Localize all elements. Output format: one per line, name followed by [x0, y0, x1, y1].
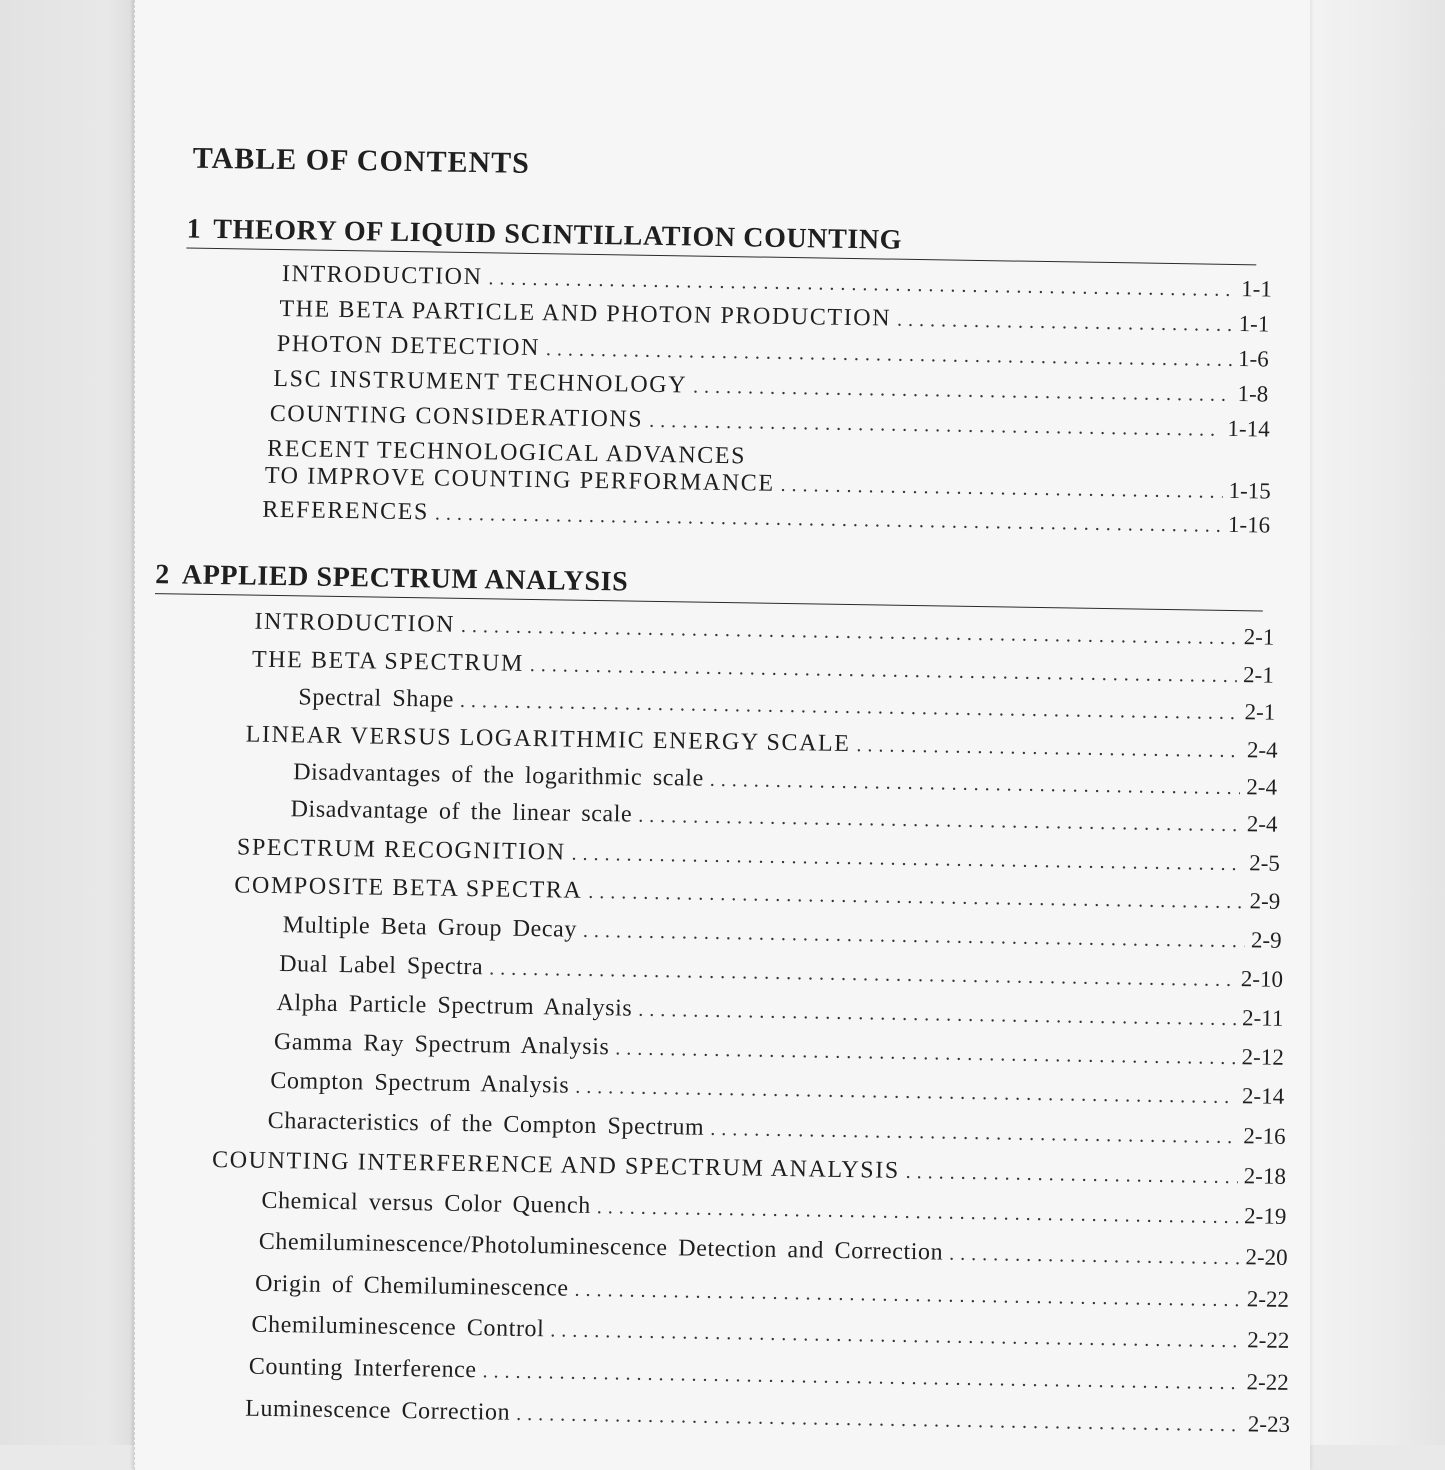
toc-entry-label: Characteristics of the Compton Spectrum: [267, 1107, 705, 1141]
toc-entry-page: 2-4: [1246, 811, 1278, 837]
toc-entry-page: 2-12: [1241, 1044, 1285, 1070]
toc-entry-label: INTRODUCTION: [281, 261, 483, 291]
dot-leader: [638, 999, 1236, 1031]
toc-entry-page: 2-5: [1249, 850, 1281, 876]
toc-entry-label: REFERENCES: [262, 496, 430, 526]
toc-subentry[interactable]: [279, 951, 1283, 994]
toc-entry-page: 1-14: [1227, 415, 1270, 442]
toc-entry-label: Disadvantage of the linear scale: [290, 796, 633, 828]
toc-entry-label: Origin of Chemiluminescence: [254, 1270, 569, 1302]
toc-entry[interactable]: [237, 834, 1280, 877]
chapter-title: APPLIED SPECTRUM ANALYSIS: [181, 559, 629, 598]
dot-leader: [597, 1196, 1239, 1229]
toc-subentry[interactable]: [245, 1396, 1290, 1439]
toc-entry-page: 2-22: [1247, 1327, 1290, 1353]
toc-subentry[interactable]: [298, 684, 1275, 726]
dot-leader: [550, 1319, 1241, 1353]
toc-entry-page: 2-14: [1241, 1083, 1285, 1109]
dot-leader: [710, 1118, 1237, 1149]
toc-entry[interactable]: [212, 1147, 1286, 1191]
toc-entry-label: Gamma Ray Spectrum Analysis: [273, 1028, 610, 1061]
dot-leader: [530, 654, 1238, 688]
toc-entry[interactable]: [282, 261, 1272, 304]
toc-entry-label: Chemiluminescence/Photoluminescence Detection and Correction: [258, 1228, 944, 1266]
toc-entry-label: Alpha Particle Spectrum Analysis: [276, 990, 633, 1022]
dot-leader: [516, 1403, 1242, 1437]
dot-leader: [546, 338, 1232, 372]
toc-subentry[interactable]: [276, 990, 1283, 1033]
dot-leader: [856, 734, 1241, 763]
dot-leader: [488, 267, 1235, 302]
dot-leader: [574, 1279, 1241, 1312]
toc-entry-label: Counting Interference: [248, 1353, 477, 1384]
toc-entry-label: LSC INSTRUMENT TECHNOLOGY: [273, 365, 688, 399]
toc-entry-page: 2-23: [1247, 1411, 1291, 1437]
chapter-number: 1: [186, 213, 202, 245]
dot-leader: [583, 920, 1245, 953]
toc-entry-label: THE BETA PARTICLE AND PHOTON PRODUCTION: [279, 295, 892, 332]
dot-leader: [649, 410, 1222, 442]
toc-entry-page: 1-1: [1238, 311, 1270, 337]
page-title: TABLE OF CONTENTS: [192, 141, 531, 180]
toc-entry-page: 1-8: [1237, 381, 1269, 407]
toc-entry-label: Dual Label Spectra: [278, 951, 484, 981]
toc-entry[interactable]: [277, 331, 1269, 374]
toc-entry-page: 1-15: [1228, 477, 1271, 504]
toc-entry-page: 2-20: [1245, 1244, 1288, 1270]
toc-subentry[interactable]: [270, 1068, 1284, 1111]
toc-subentry[interactable]: [255, 1271, 1289, 1314]
dot-leader: [897, 309, 1233, 337]
dot-leader: [710, 769, 1241, 800]
toc-entry-page: 2-1: [1243, 624, 1275, 650]
toc-entry-page: 2-1: [1242, 662, 1275, 688]
toc-entry[interactable]: [254, 609, 1274, 652]
dot-leader: [906, 1161, 1238, 1189]
toc-entry-label: Multiple Beta Group Decay: [282, 912, 578, 943]
toc-entry-page: 2-1: [1244, 699, 1276, 725]
dot-leader: [615, 1037, 1236, 1070]
toc-entry-page: 2-4: [1246, 737, 1278, 763]
toc-entry-label: TO IMPROVE COUNTING PERFORMANCE: [264, 462, 775, 497]
toc-entry-label: Luminescence Correction: [244, 1395, 511, 1426]
toc-entry-label: Chemiluminescence Control: [251, 1311, 545, 1343]
dot-leader: [638, 805, 1241, 837]
toc-entry[interactable]: [246, 722, 1278, 765]
toc-entry-label: LINEAR VERSUS LOGARITHMIC ENERGY SCALE: [245, 721, 851, 758]
toc-entry[interactable]: [270, 401, 1270, 444]
toc-entry-label: INTRODUCTION: [254, 608, 456, 638]
toc-entry-page: 2-16: [1243, 1123, 1286, 1149]
chapter-title: THEORY OF LIQUID SCINTILLATION COUNTING: [213, 213, 903, 256]
toc-subentry[interactable]: [290, 796, 1277, 838]
toc-entry-label: THE BETA SPECTRUM: [251, 646, 525, 677]
toc-subentry[interactable]: [293, 759, 1277, 801]
dot-leader: [780, 474, 1222, 504]
toc-entry-page: 2-19: [1243, 1203, 1287, 1229]
toc-entry-label: SPECTRUM RECOGNITION: [236, 834, 566, 866]
dot-leader: [588, 881, 1244, 914]
toc-entry-page: 1-1: [1241, 276, 1273, 302]
toc-entry-label: Compton Spectrum Analysis: [270, 1067, 570, 1099]
toc-entry[interactable]: [279, 296, 1269, 339]
toc-subentry[interactable]: [274, 1029, 1284, 1072]
toc-entry[interactable]: [273, 366, 1268, 409]
toc-entry[interactable]: [252, 647, 1274, 690]
dot-leader: [435, 502, 1222, 537]
toc-subentry[interactable]: [283, 912, 1282, 955]
chapter-heading-2: [155, 559, 1263, 611]
toc-entry-label: Spectral Shape: [298, 684, 455, 713]
dot-leader: [571, 843, 1243, 877]
dot-leader: [489, 957, 1235, 992]
toc-entry-page: 2-18: [1243, 1163, 1287, 1189]
toc-subentry[interactable]: [267, 1108, 1285, 1151]
dot-leader: [949, 1243, 1240, 1271]
chapter-number: 2: [155, 559, 171, 591]
toc-entry-page: 2-11: [1241, 1005, 1284, 1031]
toc-entry-page: 2-4: [1246, 774, 1278, 800]
dot-leader: [461, 615, 1238, 650]
toc-entry[interactable]: [234, 872, 1280, 915]
toc-entry-page: 1-6: [1237, 346, 1269, 372]
toc-subentry[interactable]: [249, 1354, 1289, 1397]
dot-leader: [460, 690, 1239, 725]
dot-leader: [693, 375, 1232, 406]
chapter-heading-1: [186, 214, 1256, 266]
toc-entry-label: Chemical versus Color Quench: [261, 1187, 592, 1219]
toc-subentry[interactable]: [261, 1188, 1286, 1231]
toc-entry-label: COMPOSITE BETA SPECTRA: [234, 872, 583, 904]
toc-entry-page: 2-9: [1249, 888, 1281, 914]
toc-subentry[interactable]: [259, 1229, 1288, 1272]
toc-entry-label: COUNTING CONSIDERATIONS: [269, 400, 644, 433]
toc-entry-label: PHOTON DETECTION: [276, 330, 541, 362]
toc-entry-label: Disadvantages of the logarithmic scale: [292, 759, 705, 792]
toc-entry-label-line1: RECENT TECHNOLOGICAL ADVANCES: [267, 435, 747, 470]
toc-entry-label: COUNTING INTERFERENCE AND SPECTRUM ANALYSIS: [211, 1147, 900, 1184]
toc-entry-page: 1-16: [1227, 511, 1271, 538]
toc-entry-page: 2-22: [1246, 1369, 1289, 1395]
toc-entry-page: 2-9: [1250, 927, 1282, 953]
toc-subentry[interactable]: [251, 1312, 1289, 1355]
toc-entry-page: 2-10: [1240, 966, 1284, 992]
toc-entry-page: 2-22: [1246, 1286, 1290, 1312]
dot-leader: [575, 1076, 1236, 1109]
dot-leader: [482, 1360, 1240, 1395]
